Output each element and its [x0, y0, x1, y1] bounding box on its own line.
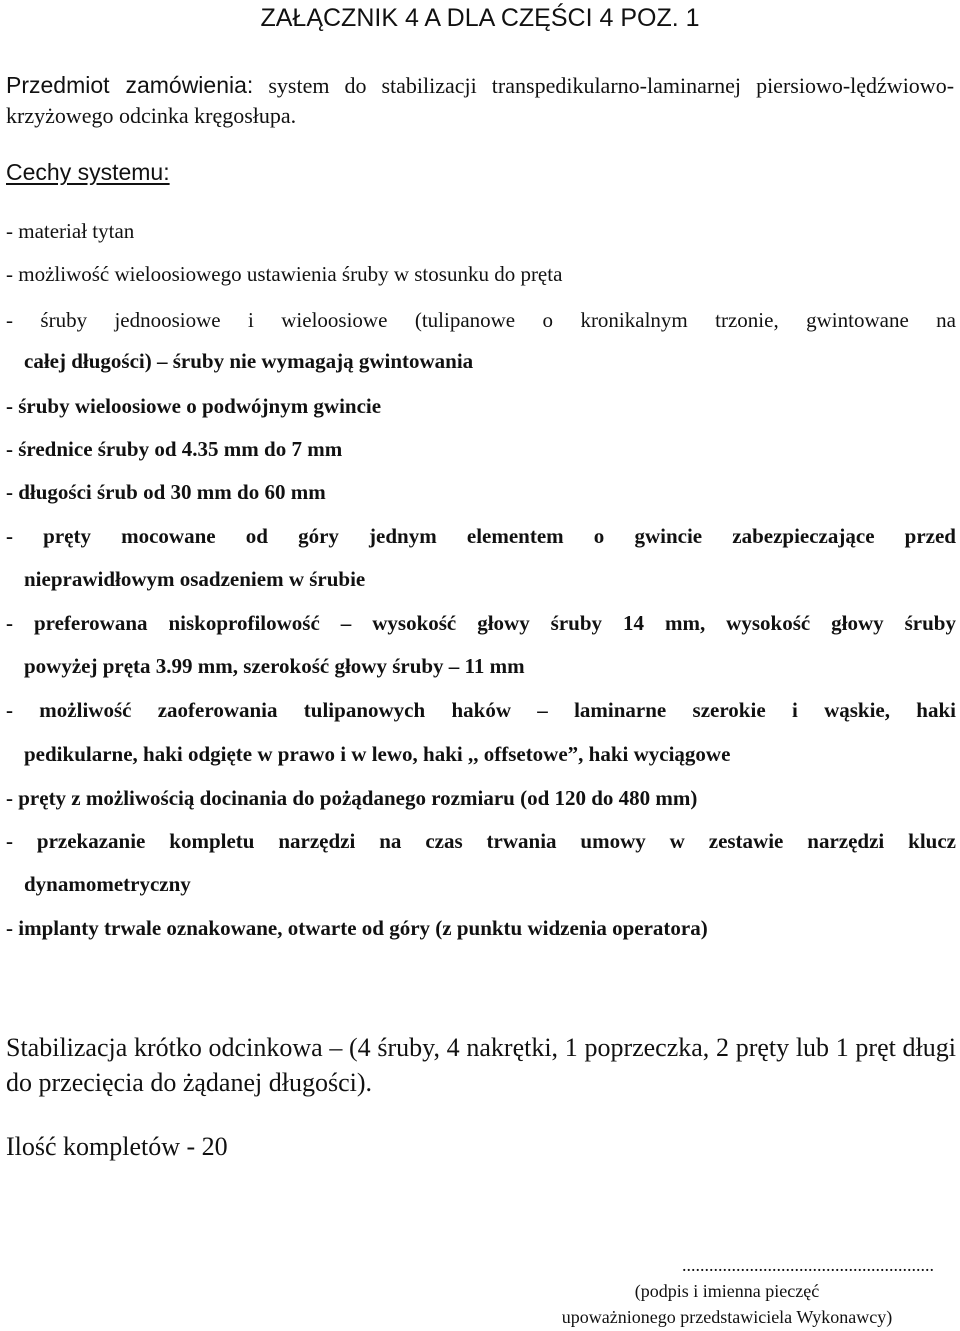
subject-label: Przedmiot zamówienia:: [6, 72, 254, 98]
order-subject: [6, 70, 954, 131]
subject-text: system do stabilizacji transpedikularno-laminarnej piersiowo-lędźwiowo-krzyżowego odcinka kręgosłupa.: [6, 73, 955, 128]
feature-item: całej długości) – śruby nie wymagają gwintowania: [24, 349, 474, 373]
feature-item: - śruby jednoosiowe i wieloosiowe (tulipanowe o kronikalnym trzonie, gwintowane na: [6, 308, 956, 332]
features-heading: Cechy systemu:: [6, 159, 170, 185]
signature-caption-line2: upoważnionego przedstawiciela Wykonawcy): [561, 1307, 893, 1327]
feature-item: nieprawidłowym osadzeniem w śrubie: [24, 567, 366, 591]
feature-item: - możliwość wieloosiowego ustawienia śruby w stosunku do pręta: [6, 262, 563, 286]
set-quantity: Ilość kompletów - 20: [6, 1132, 228, 1161]
feature-item: - materiał tytan: [6, 219, 135, 243]
set-summary: Stabilizacja krótko odcinkowa – (4 śruby, 4 nakrętki, 1 poprzeczka, 2 pręty lub 1 pręt długi do przecięcia do żądanej długości).: [6, 1033, 956, 1097]
feature-item: dynamometryczny: [24, 872, 191, 896]
feature-item: - śruby wieloosiowe o podwójnym gwincie: [6, 394, 382, 418]
signature-caption-line1: (podpis i imienna pieczęć: [634, 1281, 820, 1301]
feature-item: powyżej pręta 3.99 mm, szerokość głowy śruby – 11 mm: [24, 654, 525, 678]
feature-item: - pręty mocowane od góry jednym elementem o gwincie zabezpieczające przed: [6, 524, 956, 548]
feature-item: - średnice śruby od 4.35 mm do 7 mm: [6, 437, 343, 461]
page-title: ZAŁĄCZNIK 4 A DLA CZĘŚCI 4 POZ. 1: [260, 4, 700, 32]
feature-item: - długości śrub od 30 mm do 60 mm: [6, 480, 326, 504]
feature-item: - pręty z możliwością docinania do pożądanego rozmiaru (od 120 do 480 mm): [6, 786, 698, 810]
feature-item: - przekazanie kompletu narzędzi na czas trwania umowy w zestawie narzędzi klucz: [6, 829, 956, 853]
feature-item: - preferowana niskoprofilowość – wysokość głowy śruby 14 mm, wysokość głowy śruby: [6, 611, 956, 635]
feature-item: - implanty trwale oznakowane, otwarte od góry (z punktu widzenia operatora): [6, 916, 708, 940]
feature-item: - możliwość zaoferowania tulipanowych haków – laminarne szerokie i wąskie, haki: [6, 698, 956, 722]
feature-item: pedikularne, haki odgięte w prawo i w lewo, haki ,, offsetowe”, haki wyciągowe: [24, 742, 731, 766]
signature-dots: ........................................................: [682, 1255, 934, 1275]
